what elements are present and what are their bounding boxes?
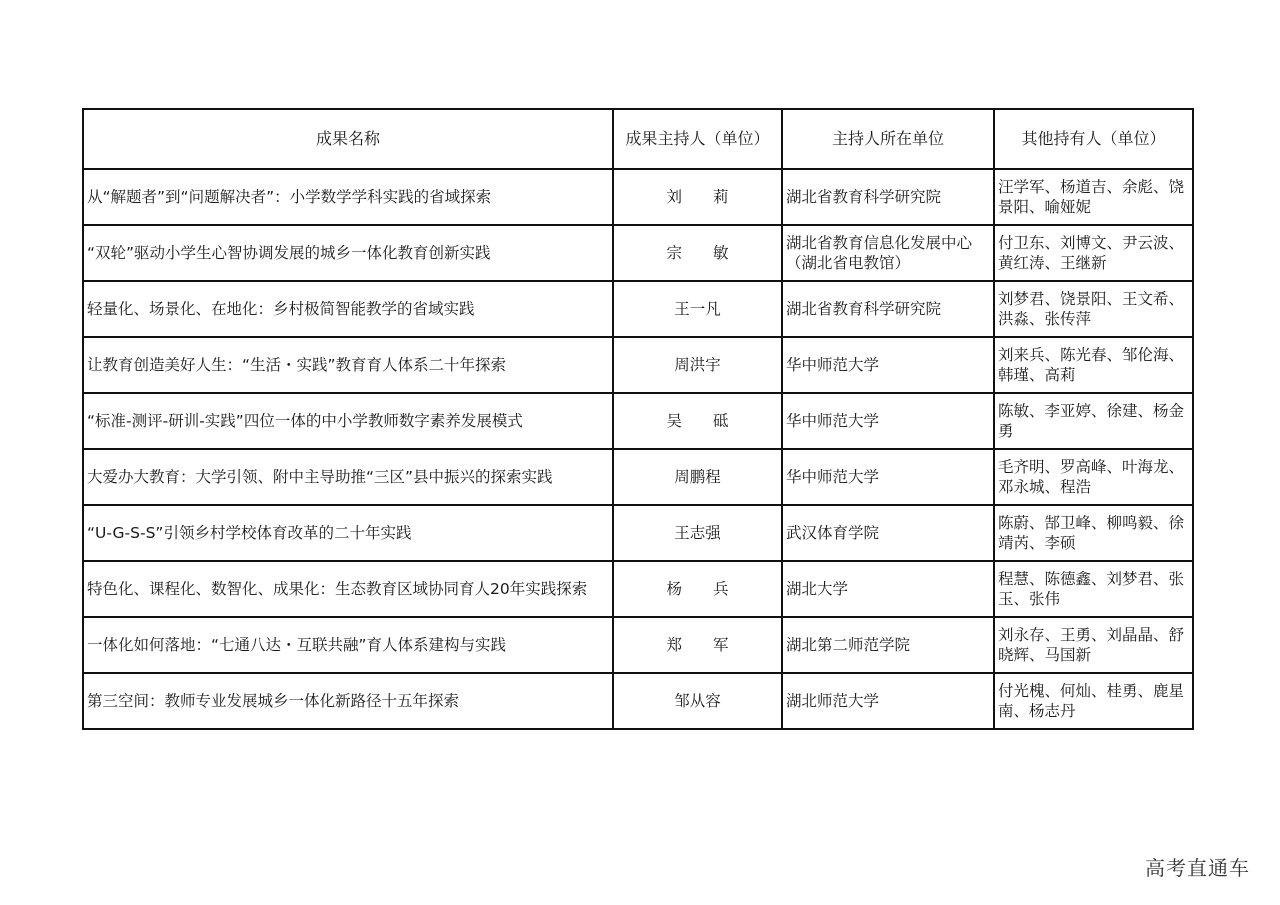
cell-host-unit: 武汉体育学院 xyxy=(782,505,994,561)
cell-host: 刘 莉 xyxy=(613,169,782,225)
cell-result-name: “U-G-S-S”引领乡村学校体育改革的二十年实践 xyxy=(83,505,613,561)
cell-result-name: “标准-测评-研训-实践”四位一体的中小学教师数字素养发展模式 xyxy=(83,393,613,449)
cell-other-holders: 付光槐、何灿、桂勇、鹿星南、杨志丹 xyxy=(994,673,1193,729)
cell-other-holders: 刘来兵、陈光春、邹伦海、韩瑾、高莉 xyxy=(994,337,1193,393)
table-row xyxy=(83,617,1193,673)
cell-result-name: “双轮”驱动小学生心智协调发展的城乡一体化教育创新实践 xyxy=(83,225,613,281)
cell-result-name: 特色化、课程化、数智化、成果化：生态教育区域协同育人20年实践探索 xyxy=(83,561,613,617)
cell-other-holders: 毛齐明、罗高峰、叶海龙、邓永城、程浩 xyxy=(994,449,1193,505)
cell-other-holders: 陈敏、李亚婷、徐建、杨金勇 xyxy=(994,393,1193,449)
cell-result-name: 让教育创造美好人生：“生活・实践”教育育人体系二十年探索 xyxy=(83,337,613,393)
cell-host-unit: 湖北省教育信息化发展中心（湖北省电教馆） xyxy=(782,225,994,281)
cell-host: 王志强 xyxy=(613,505,782,561)
cell-host-unit: 湖北大学 xyxy=(782,561,994,617)
cell-host-unit: 华中师范大学 xyxy=(782,337,994,393)
cell-host-unit: 华中师范大学 xyxy=(782,449,994,505)
cell-result-name: 第三空间：教师专业发展城乡一体化新路径十五年探索 xyxy=(83,673,613,729)
table-row xyxy=(83,673,1193,729)
document-sheet xyxy=(82,108,1192,730)
cell-other-holders: 付卫东、刘博文、尹云波、黄红涛、王继新 xyxy=(994,225,1193,281)
cell-other-holders: 刘梦君、饶景阳、王文希、洪淼、张传萍 xyxy=(994,281,1193,337)
cell-result-name: 轻量化、场景化、在地化：乡村极简智能教学的省域实践 xyxy=(83,281,613,337)
header-other-holders: 其他持有人（单位） xyxy=(994,109,1193,169)
cell-host: 周鹏程 xyxy=(613,449,782,505)
cell-host-unit: 湖北第二师范学院 xyxy=(782,617,994,673)
cell-host: 王一凡 xyxy=(613,281,782,337)
cell-host-unit: 湖北省教育科学研究院 xyxy=(782,281,994,337)
cell-host-unit: 湖北师范大学 xyxy=(782,673,994,729)
table-row xyxy=(83,393,1193,449)
cell-host-unit: 华中师范大学 xyxy=(782,393,994,449)
cell-host: 杨 兵 xyxy=(613,561,782,617)
cell-host: 宗 敏 xyxy=(613,225,782,281)
cell-host-unit: 湖北省教育科学研究院 xyxy=(782,169,994,225)
cell-host: 周洪宇 xyxy=(613,337,782,393)
cell-host: 邹从容 xyxy=(613,673,782,729)
header-host: 成果主持人（单位） xyxy=(613,109,782,169)
table-row xyxy=(83,225,1193,281)
table-row xyxy=(83,449,1193,505)
table-row xyxy=(83,561,1193,617)
watermark-text: 高考直通车 xyxy=(1145,856,1250,880)
header-host-unit: 主持人所在单位 xyxy=(782,109,994,169)
table-row xyxy=(83,169,1193,225)
cell-host: 郑 军 xyxy=(613,617,782,673)
cell-other-holders: 陈蔚、郜卫峰、柳鸣毅、徐靖芮、李硕 xyxy=(994,505,1193,561)
cell-other-holders: 程慧、陈德鑫、刘梦君、张玉、张伟 xyxy=(994,561,1193,617)
cell-other-holders: 汪学军、杨道吉、余彪、饶景阳、喻娅妮 xyxy=(994,169,1193,225)
results-table xyxy=(82,108,1194,730)
table-header-row xyxy=(83,109,1193,169)
table-row xyxy=(83,281,1193,337)
cell-result-name: 大爱办大教育：大学引领、附中主导助推“三区”县中振兴的探索实践 xyxy=(83,449,613,505)
cell-other-holders: 刘永存、王勇、刘晶晶、舒晓辉、马国新 xyxy=(994,617,1193,673)
cell-host: 吴 砥 xyxy=(613,393,782,449)
table-row xyxy=(83,337,1193,393)
cell-result-name: 从“解题者”到“问题解决者”：小学数学学科实践的省域探索 xyxy=(83,169,613,225)
header-result-name: 成果名称 xyxy=(83,109,613,169)
table-row xyxy=(83,505,1193,561)
cell-result-name: 一体化如何落地：“七通八达・互联共融”育人体系建构与实践 xyxy=(83,617,613,673)
